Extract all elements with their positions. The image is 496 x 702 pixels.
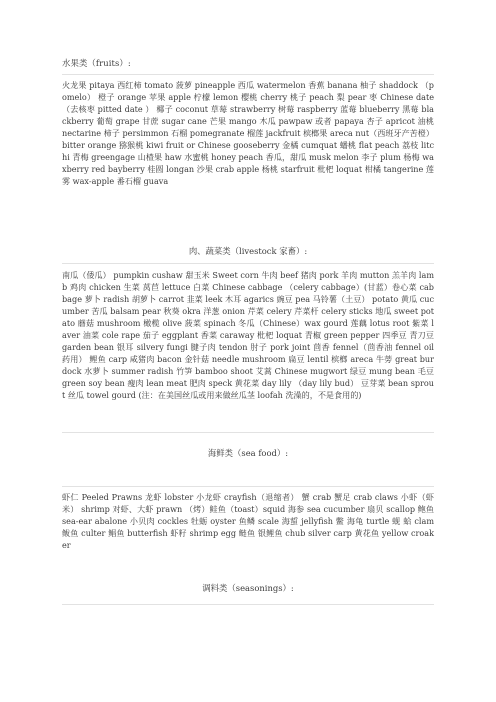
- seafood-paragraph: 虾仁 Peeled Prawns 龙虾 lobster 小龙虾 crayfish（退缩者） 蟹 crab 蟹足 crab claws 小虾（虾米） shrimp 对虾、大虾 prawn （烤）鲑鱼（toast）squid 海参 sea cucumber 扇贝 scallop 鲍鱼 sea-ear abalone 小贝肉 cockles 牡蛎 oyster 鱼鳞 scale 海蜇 jellyfish 鳖 海龟 turtle 蚬 蛤 clam 鲅鱼 culter 鲳鱼 butterfish 虾籽 shrimp egg 鲢鱼 银鲤鱼 chub silver carp 黄花鱼 yellow croaker: [62, 492, 434, 551]
- livestock-heading: 肉、蔬菜类（livestock 家畜）:: [188, 246, 308, 256]
- section-divider: [62, 486, 434, 487]
- section-divider: [62, 432, 434, 433]
- section-divider: [62, 74, 434, 75]
- section-divider: [62, 604, 434, 605]
- seasonings-heading: 调料类（seasonings）:: [202, 583, 294, 593]
- seafood-heading: 海鲜类（sea food）:: [207, 448, 289, 458]
- fruits-paragraph: 火龙果 pitaya 西红柿 tomato 菠萝 pineapple 西瓜 watermelon 香蕉 banana 柚子 shaddock （pomelo） 橙子 orange 苹果 apple 柠檬 lemon 樱桃 cherry 桃子 peach 梨 pear 枣 Chinese date （去核枣 pitted date ） 椰子 coconut 草莓 strawberry 树莓 raspberry 蓝莓 blueberry 黑莓 blackberry 葡萄 grape 甘蔗 sugar cane 芒果 mango 木瓜 pawpaw 或者 papaya 杏子 apricot 油桃 nectarine 柿子 persimmon 石榴 pomegranate 榴莲 jackfruit 槟榔果 areca nut（西班牙产苦橙）bitter orange 猕猴桃 kiwi fruit or Chinese gooseberry 金橘 cumquat 蟠桃 flat peach 荔枝 litchi 青梅 greengage 山楂果 haw 水蜜桃 honey peach 香瓜，甜瓜 musk melon 李子 plum 杨梅 waxberry red bayberry 桂圆 longan 沙果 crab apple 杨桃 starfruit 枇杷 loquat 柑橘 tangerine 莲雾 wax-apple 番石榴 guava: [62, 80, 434, 187]
- livestock-paragraph: 南瓜（倭瓜） pumpkin cushaw 甜玉米 Sweet corn 牛肉 beef 猪肉 pork 羊肉 mutton 羔羊肉 lamb 鸡肉 chicken 生菜 莴苣 lettuce 白菜 Chinese cabbage （celery cabbage）(甘蓝）卷心菜 cabbage 萝卜 radish 胡萝卜 carrot 韭菜 leek 木耳 agarics 豌豆 pea 马铃薯（土豆） potato 黄瓜 cucumber 苦瓜 balsam pear 秋葵 okra 洋葱 onion 芹菜 celery 芹菜杆 celery sticks 地瓜 sweet potato 蘑菇 mushroom 橄榄 olive 菠菜 spinach 冬瓜（Chinese）wax gourd 莲藕 lotus root 紫菜 laver 油菜 cole rape 茄子 eggplant 香菜 caraway 枇杷 loquat 青椒 green pepper 四季豆 青刀豆 garden bean 银耳 silvery fungi 腱子肉 tendon 肘子 pork joint 茴香 fennel（茴香油 fennel oil 药用） 鲤鱼 carp 咸猪肉 bacon 金针菇 needle mushroom 扁豆 lentil 槟榔 areca 牛蒡 great burdock 水萝卜 summer radish 竹笋 bamboo shoot 艾蒿 Chinese mugwort 绿豆 mung bean 毛豆 green soy bean 瘦肉 lean meat 肥肉 speck 黄花菜 day lily （day lily bud） 豆芽菜 bean sprout 丝瓜 towel gourd (注：在美国丝瓜或用来做丝瓜茎 loofah 洗澡的，不是食用的): [62, 270, 434, 401]
- section-divider: [62, 263, 434, 264]
- fruits-heading: 水果类（fruits）:: [62, 58, 131, 68]
